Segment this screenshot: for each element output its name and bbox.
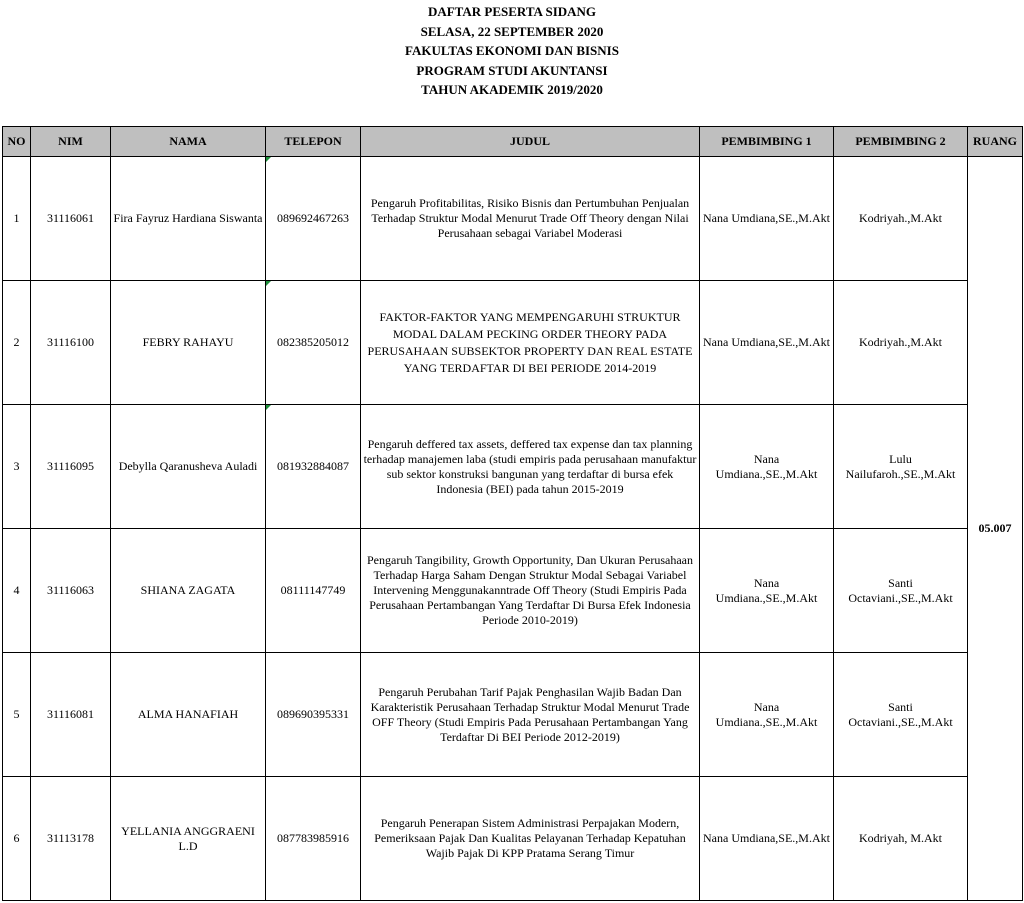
table-row [3, 405, 1023, 529]
cell-telepon: 087783985916 [266, 777, 361, 901]
cell-pembimbing-2: Lulu Nailufaroh.,SE.,M.Akt [834, 405, 968, 529]
cell-judul: Pengaruh Penerapan Sistem Administrasi Perpajakan Modern, Pemeriksaan Pajak Dan Kualitas Pelayanan Terhadap Kepatuhan Wajib Pajak Di KPP Pratama Serang Timur [361, 777, 700, 901]
cell-nama: ALMA HANAFIAH [111, 653, 266, 777]
cell-no: 6 [3, 777, 31, 901]
comment-indicator-icon [266, 281, 271, 286]
cell-no: 5 [3, 653, 31, 777]
column-header-ruang: RUANG [968, 127, 1023, 157]
cell-pembimbing-1: Nana Umdiana.,SE.,M.Akt [700, 405, 834, 529]
title-line-year: TAHUN AKADEMIK 2019/2020 [421, 82, 603, 97]
table-row [3, 157, 1023, 281]
title-line-faculty: FAKULTAS EKONOMI DAN BISNIS [405, 43, 619, 58]
cell-telepon: 089690395331 [266, 653, 361, 777]
cell-telepon-value: 089692467263 [277, 211, 349, 225]
column-header-nama: NAMA [111, 127, 266, 157]
column-header-no: NO [3, 127, 31, 157]
cell-pembimbing-2: Santi Octaviani.,SE.,M.Akt [834, 653, 968, 777]
document-title-block [0, 2, 1024, 100]
cell-telepon [266, 405, 361, 529]
cell-no: 4 [3, 529, 31, 653]
cell-no: 1 [3, 157, 31, 281]
cell-judul: FAKTOR-FAKTOR YANG MEMPENGARUHI STRUKTUR MODAL DALAM PECKING ORDER THEORY PADA PERUSAHAAN SUBSEKTOR PROPERTY DAN REAL ESTATE YANG TERDAFTAR DI BEI PERIODE 2014-2019 [361, 281, 700, 405]
cell-nama: YELLANIA ANGGRAENI L.D [111, 777, 266, 901]
cell-judul: Pengaruh Perubahan Tarif Pajak Penghasilan Wajib Badan Dan Karakteristik Perusahaan Terhadap Struktur Modal Menurut Trade OFF Theory (Studi Empiris Pada Perusahaan Pertambangan Yang Terdaftar Di BEI Periode 2012-2019) [361, 653, 700, 777]
cell-pembimbing-1: Nana Umdiana,SE.,M.Akt [700, 777, 834, 901]
cell-nim: 31116100 [31, 281, 111, 405]
table-row [3, 529, 1023, 653]
cell-no: 2 [3, 281, 31, 405]
cell-pembimbing-1: Nana Umdiana,SE.,M.Akt [700, 281, 834, 405]
cell-pembimbing-2: Kodriyah.,M.Akt [834, 157, 968, 281]
cell-pembimbing-1: Nana Umdiana,SE.,M.Akt [700, 157, 834, 281]
cell-nama: FEBRY RAHAYU [111, 281, 266, 405]
comment-indicator-icon [266, 405, 271, 410]
title-line-program: PROGRAM STUDI AKUNTANSI [416, 62, 608, 78]
cell-nim: 31116061 [31, 157, 111, 281]
cell-telepon-value: 082385205012 [277, 335, 349, 349]
cell-telepon-value: 081932884087 [277, 459, 349, 473]
cell-pembimbing-1: Nana Umdiana.,SE.,M.Akt [700, 653, 834, 777]
cell-telepon: 08111147749 [266, 529, 361, 653]
table-row [3, 281, 1023, 405]
cell-judul: Pengaruh Profitabilitas, Risiko Bisnis dan Pertumbuhan Penjualan Terhadap Struktur Modal Menurut Trade Off Theory dengan Nilai Perusahaan sebagai Variabel Moderasi [361, 157, 700, 281]
cell-nim: 31116095 [31, 405, 111, 529]
cell-ruang: 05.007 [968, 157, 1023, 901]
cell-judul: Pengaruh Tangibility, Growth Opportunity, Dan Ukuran Perusahaan Terhadap Harga Saham Dengan Struktur Modal Sebagai Variabel Intervening Menggunakanntrade Off Theory (Studi Empiris Pada Perusahaan Pertambangan Yang Terdaftar Di Bursa Efek Indonesia Periode 2010-2019) [361, 529, 700, 653]
comment-indicator-icon [266, 157, 271, 162]
cell-nim: 31113178 [31, 777, 111, 901]
cell-telepon [266, 281, 361, 405]
title-line-date: SELASA, 22 SEPTEMBER 2020 [420, 23, 604, 39]
table-row [3, 653, 1023, 777]
column-header-nim: NIM [31, 127, 111, 157]
column-header-telepon: TELEPON [266, 127, 361, 157]
cell-judul: Pengaruh deffered tax assets, deffered tax expense dan tax planning terhadap manajemen laba (studi empiris pada perusahaan manufaktur sub sektor konstruksi bangunan yang terdaftar di bursa efek Indonesia (BEI) pada tahun 2015-2019 [361, 405, 700, 529]
column-header-judul: JUDUL [361, 127, 700, 157]
cell-nama: SHIANA ZAGATA [111, 529, 266, 653]
cell-nim: 31116063 [31, 529, 111, 653]
column-header-pembimbing-1: PEMBIMBING 1 [700, 127, 834, 157]
table-row [3, 777, 1023, 901]
cell-telepon [266, 157, 361, 281]
cell-nama: Debylla Qaranusheva Auladi [111, 405, 266, 529]
cell-nim: 31116081 [31, 653, 111, 777]
column-header-pembimbing-2: PEMBIMBING 2 [834, 127, 968, 157]
cell-pembimbing-2: Kodriyah.,M.Akt [834, 281, 968, 405]
cell-nama: Fira Fayruz Hardiana Siswanta [111, 157, 266, 281]
title-line-event: DAFTAR PESERTA SIDANG [427, 4, 597, 19]
cell-pembimbing-2: Santi Octaviani.,SE.,M.Akt [834, 529, 968, 653]
cell-no: 3 [3, 405, 31, 529]
table-header-row [3, 127, 1023, 157]
cell-pembimbing-1: Nana Umdiana.,SE.,M.Akt [700, 529, 834, 653]
participants-table [2, 126, 1023, 901]
cell-pembimbing-2: Kodriyah, M.Akt [834, 777, 968, 901]
